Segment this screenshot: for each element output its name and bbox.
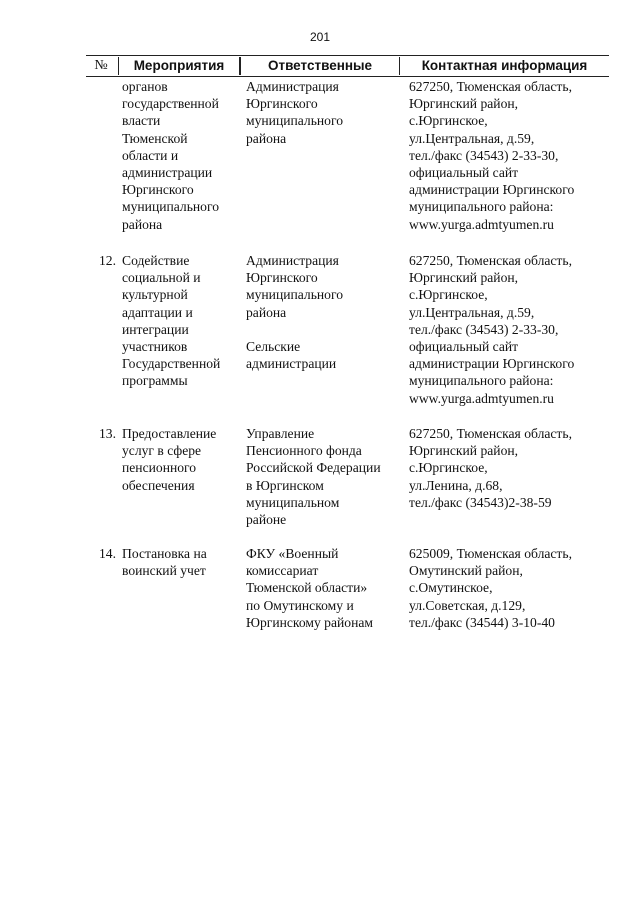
row-activity: Постановка на воинский учет — [122, 546, 207, 579]
page-number: 201 — [309, 30, 331, 44]
row-activity: Содействие социальной и культурной адаптации и интеграции участников Государственной программы — [122, 253, 221, 389]
row-responsible: Управление Пенсионного фонда Российской Федерации в Юргинском муниципальном районе — [246, 426, 381, 528]
header-responsible: Ответственные — [240, 57, 400, 75]
row-contact: 627250, Тюменская область, Юргинский район, с.Юргинское, ул.Центральная, д.59, тел./факс (34543) 2-33-30, официальный сайт администрации Юргинского муниципального района: www.yurga.admtyumen.ru — [409, 253, 575, 406]
header-contact: Контактная информация — [421, 58, 588, 73]
row-contact: 627250, Тюменская область, Юргинский район, с.Юргинское, ул.Центральная, д.59, тел./факс (34543) 2-33-30, официальный сайт администрации Юргинского муниципального района: www.yurga.admtyumen.ru — [409, 79, 575, 232]
header-number: № — [94, 58, 108, 73]
row-number: 13. — [99, 426, 116, 441]
row-activity: Предоставление услуг в сфере пенсионного обеспечения — [122, 426, 217, 493]
row-number: 12. — [99, 253, 116, 268]
header-activities: Мероприятия — [118, 57, 240, 75]
table-top-rule — [86, 55, 609, 56]
row-responsible: Администрация Юргинского муниципального района — [246, 79, 344, 146]
row-contact: 627250, Тюменская область, Юргинский район, с.Юргинское, ул.Ленина, д.68, тел./факс (34543)2-38-59 — [409, 426, 572, 510]
row-contact: 625009, Тюменская область, Омутинский район, с.Омутинское, ул.Советская, д.129, тел./факс (34544) 3-10-40 — [409, 546, 572, 630]
row-responsible: ФКУ «Военный комиссариат Тюменской области» по Омутинскому и Юргинскому районам — [246, 546, 373, 630]
row-responsible: Администрация Юргинского муниципального района Сельские администрации — [246, 253, 344, 372]
table-header-rule — [86, 76, 609, 77]
row-activity: органов государственной власти Тюменской области и администрации Юргинского муниципального района — [122, 79, 220, 232]
row-number: 14. — [99, 546, 116, 561]
